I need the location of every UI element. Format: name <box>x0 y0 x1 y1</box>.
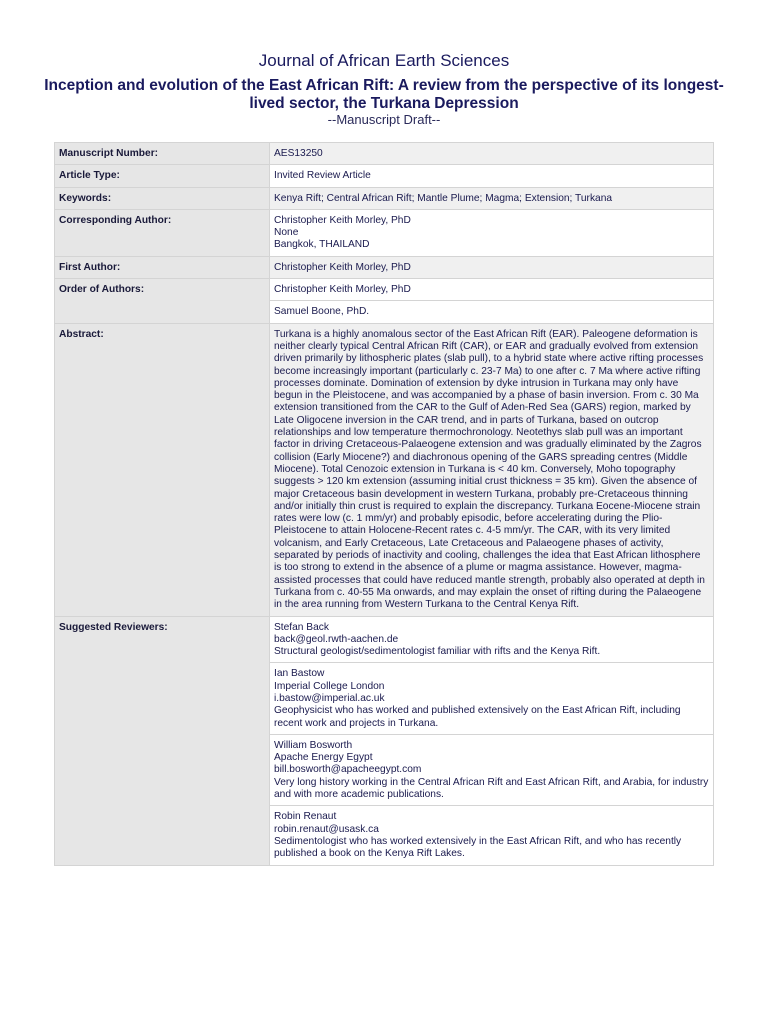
reviewer-description: Structural geologist/sedimentologist familiar with rifts and the Kenya Rift. <box>274 646 601 658</box>
first-author-value: Christopher Keith Morley, PhD <box>270 256 714 278</box>
manuscript-number-value: AES13250 <box>270 143 714 165</box>
abstract-text: Turkana is a highly anomalous sector of the East African Rift (EAR). Paleogene deformation is neither clearly typical Central African Rift (CAR), or EAR and gradually evolved from extension driven primarily by lithospheric plates (slab pull), to a hybrid state where active rifting processes become increasingly important (particularly c. 23-7 Ma) to one after c. 7 Ma where active rifting processes dominate. Domination of extension by dyke intrusion in Turkana may only have begun in the Pleistocene, and was accompanied by a phase of basin inversion. From c. 30 Ma extension transitioned from the CAR to the Gulf of Aden-Red Sea (GARS) region, marked by Late Oligocene inversion in the CAR trend, and in parts of Turkana, based on outcrop relationships and low temperature thermochronology. Neotethys slab pull was an important factor in driving Cretaceous-Palaeogene extension and was gradually eliminated by the Zagros collision (Early Miocene?) and diachronous opening of the GARS spreading centres (Middle Miocene). Total Cenozoic extension in Turkana is < 40 km. Conversely, Moho topography suggests > 120 km extension (assuming initial crust thickness = 35 km). Given the absence of major Cretaceous basin development in western Turkana, probably pre-Cretaceous thinning and/or initially thin crust is required to explain the discrepancy. Turkana Eocene-Miocene strain rates were low (c. 1 mm/yr) and probably episodic, before accelerating during the Plio-Pleistocene to attain Holocene-Recent rates c. 4-5 mm/yr. The CAR, with its very limited volcanism, and Early Cretaceous, Late Cretaceous and Palaeogene phases of activity, separated by periods of inactivity and cooling, challenges the idea that East African lithosphere is too strong to extend in the absence of a plume or magma assistance. However, magma-assisted processes that could have reduced mantle strength, probably also operated at depth in Turkana from c. 40-55 Ma onwards, and may explain the onset of rifting during the Palaeogene in the area running from Western Turkana to the Central Kenya Rift. <box>270 323 714 616</box>
reviewer-name: Stefan Back <box>274 621 329 633</box>
corresponding-author-location: Bangkok, THAILAND <box>274 239 370 251</box>
abstract-row <box>55 323 714 616</box>
reviewer-entry <box>270 616 714 663</box>
corresponding-author-row <box>55 209 714 256</box>
reviewer-email: back@geol.rwth-aachen.de <box>274 633 399 645</box>
reviewer-institution: Apache Energy Egypt <box>274 752 373 764</box>
article-type-label: Article Type: <box>55 165 270 187</box>
article-title: Inception and evolution of the East African Rift: A review from the perspective of its longest-lived sector, the Turkana Depression <box>44 77 724 112</box>
corresponding-author-label: Corresponding Author: <box>55 209 270 256</box>
first-author-label: First Author: <box>55 256 270 278</box>
journal-name: Journal of African Earth Sciences <box>258 51 510 70</box>
author-entry: Christopher Keith Morley, PhD <box>270 279 714 301</box>
author-entry: Samuel Boone, PhD. <box>270 301 714 323</box>
manuscript-number-row <box>55 143 714 165</box>
document-header <box>0 0 768 127</box>
reviewer-row <box>55 616 714 663</box>
corresponding-author-affiliation: None <box>274 227 299 239</box>
corresponding-author-value <box>270 209 714 256</box>
article-type-row <box>55 165 714 187</box>
keywords-value: Kenya Rift; Central African Rift; Mantle Plume; Magma; Extension; Turkana <box>270 187 714 209</box>
order-of-authors-label: Order of Authors: <box>55 279 270 324</box>
reviewer-description: Sedimentologist who has worked extensively in the East African Rift, and who has recently published a book on the Kenya Rift Lakes. <box>274 835 682 860</box>
draft-label: --Manuscript Draft-- <box>327 112 441 127</box>
suggested-reviewers-label: Suggested Reviewers: <box>55 616 270 865</box>
reviewer-email: i.bastow@imperial.ac.uk <box>274 692 385 704</box>
reviewer-description: Geophysicist who has worked and published extensively on the East African Rift, including recent work and projects in Turkana. <box>274 705 681 729</box>
reviewer-email: bill.bosworth@apacheegypt.com <box>274 764 422 776</box>
first-author-row <box>55 256 714 278</box>
reviewer-description: Very long history working in the Central African Rift and East African Rift, and Arabia, for industry and with more academic publications. <box>274 776 709 801</box>
reviewer-email: robin.renaut@usask.ca <box>274 823 379 835</box>
order-of-authors-row <box>55 279 714 301</box>
manuscript-metadata-table <box>54 142 714 866</box>
reviewer-entry <box>270 734 714 805</box>
abstract-label: Abstract: <box>55 323 270 616</box>
keywords-row <box>55 187 714 209</box>
reviewer-name: Ian Bastow <box>274 668 325 680</box>
corresponding-author-name: Christopher Keith Morley, PhD <box>274 214 411 226</box>
reviewer-institution: Imperial College London <box>274 680 385 692</box>
reviewer-name: William Bosworth <box>274 739 353 751</box>
manuscript-number-label: Manuscript Number: <box>55 143 270 165</box>
reviewer-entry <box>270 663 714 734</box>
reviewer-name: Robin Renaut <box>274 811 337 823</box>
keywords-label: Keywords: <box>55 187 270 209</box>
article-type-value: Invited Review Article <box>270 165 714 187</box>
reviewer-entry <box>270 806 714 865</box>
